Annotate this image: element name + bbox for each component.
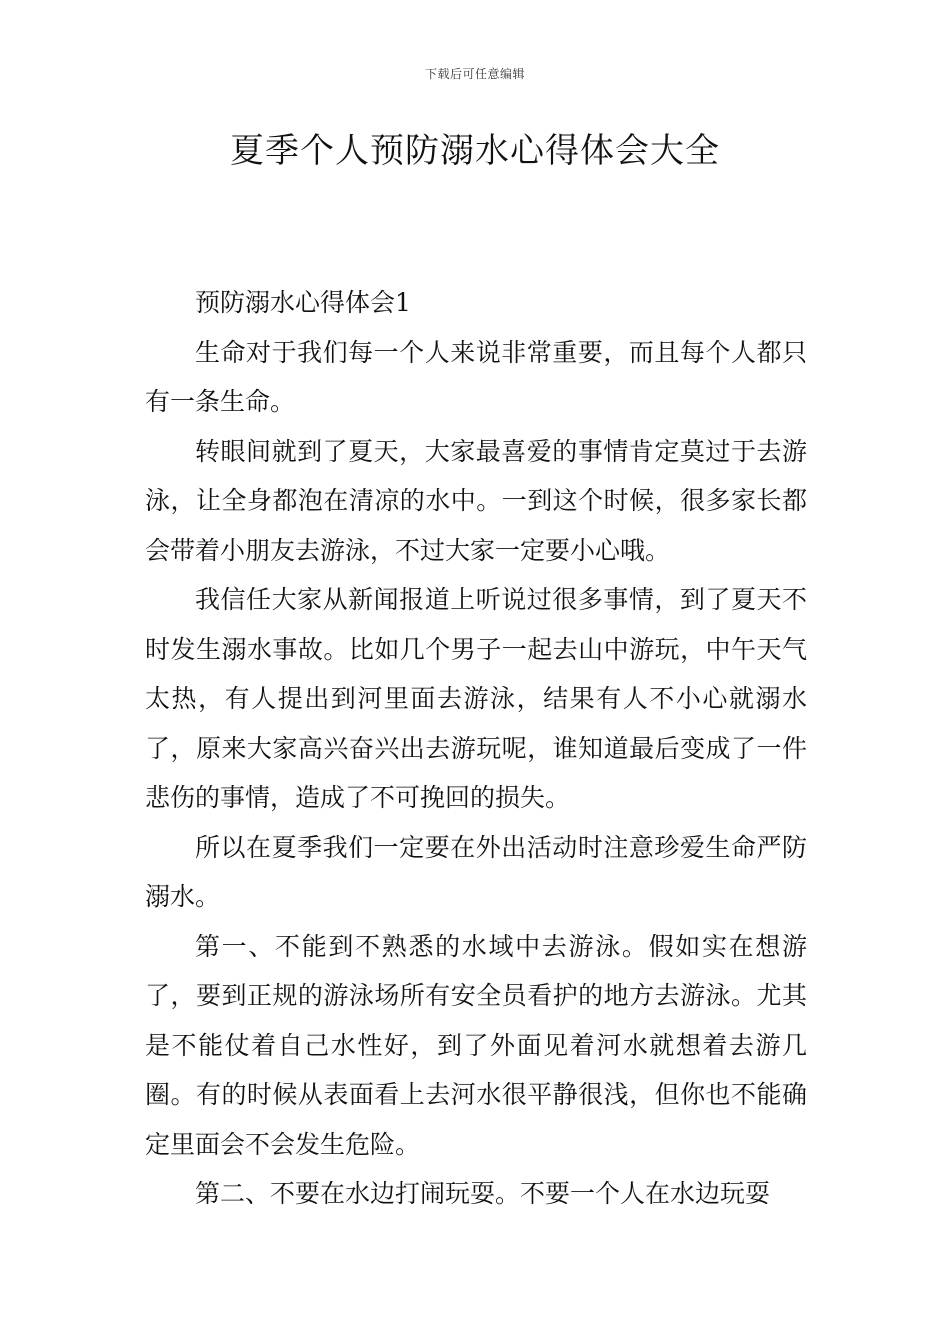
document-body (145, 278, 807, 1219)
paragraph: 转眼间就到了夏天，大家最喜爱的事情肯定莫过于去游泳，让全身都泡在清凉的水中。一到这个时候，很多家长都会带着小朋友去游泳，不过大家一定要小心哦。 (145, 436, 807, 565)
paragraph: 第一、不能到不熟悉的水域中去游泳。假如实在想游了，要到正规的游泳场所有安全员看护的地方去游泳。尤其是不能仗着自己水性好，到了外面见着河水就想着去游几圈。有的时候从表面看上去河水很平静很浅，但你也不能确定里面会不会发生危险。 (145, 931, 807, 1159)
header-note: 下载后可任意编辑 (424, 67, 525, 81)
paragraph: 所以在夏季我们一定要在外出活动时注意珍爱生命严防溺水。 (145, 832, 807, 911)
paragraph: 生命对于我们每一个人来说非常重要，而且每个人都只有一条生命。 (145, 337, 807, 416)
paragraph: 我信任大家从新闻报道上听说过很多事情，到了夏天不时发生溺水事故。比如几个男子一起去山中游玩，中午天气太热，有人提出到河里面去游泳，结果有人不小心就溺水了，原来大家高兴奋兴出去游玩呢，谁知道最后变成了一件悲伤的事情，造成了不可挽回的损失。 (145, 585, 807, 812)
document-title: 夏季个人预防溺水心得体会大全 (230, 131, 720, 171)
section-heading: 预防溺水心得体会1 (195, 288, 411, 317)
paragraph: 第二、不要在水边打闹玩耍。不要一个人在水边玩耍 (195, 1179, 771, 1208)
